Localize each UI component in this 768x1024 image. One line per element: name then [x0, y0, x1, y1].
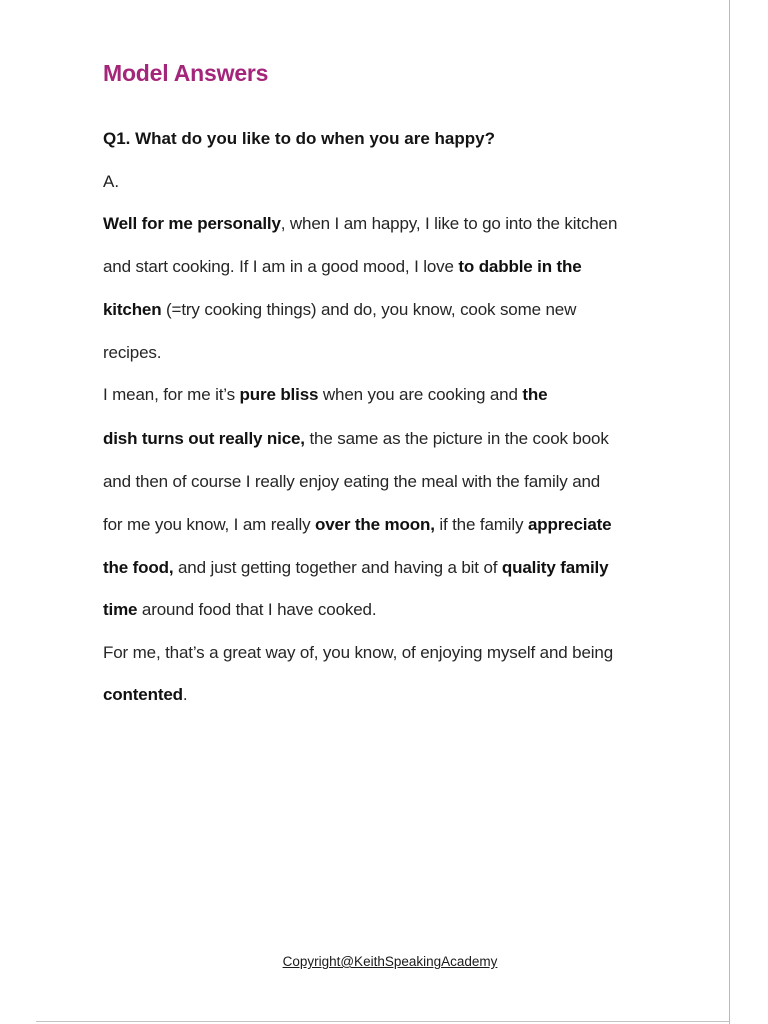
- answer-line: [103, 214, 617, 234]
- text-span: when you are cooking and: [318, 385, 523, 404]
- bold-phrase: pure bliss: [239, 385, 319, 404]
- bold-phrase: Well for me personally: [103, 214, 281, 233]
- bold-phrase: dish turns out really nice,: [103, 429, 305, 448]
- answer-line: [103, 685, 187, 705]
- text-span: For me, that’s a great way of, you know, of enjoying myself and being: [103, 643, 614, 662]
- page-title: Model Answers: [103, 60, 269, 86]
- answer-line: [103, 343, 161, 363]
- bold-phrase: kitchen: [103, 300, 162, 319]
- answer-label: A.: [103, 172, 120, 191]
- text-span: around food that I have cooked.: [137, 600, 377, 619]
- text-span: if the family: [434, 515, 528, 534]
- text-span: .: [182, 685, 188, 704]
- bold-phrase: the: [522, 385, 548, 404]
- answer-line: [103, 643, 613, 663]
- text-span: (=try cooking things) and do, you know, cook some new: [161, 300, 577, 319]
- answer-line: [103, 600, 376, 620]
- answer-line: [103, 300, 576, 320]
- answer-line: [103, 558, 608, 578]
- bold-phrase: over the moon,: [315, 515, 435, 534]
- text-span: for me you know, I am really: [103, 515, 316, 534]
- answer-line: [103, 515, 611, 535]
- text-span: and then of course I really enjoy eating the meal with the family and: [103, 472, 601, 491]
- bold-phrase: to dabble in the: [458, 257, 582, 276]
- answer-line: [103, 385, 547, 405]
- text-span: and start cooking. If I am in a good mood, I love: [103, 257, 459, 276]
- text-span: I mean, for me it’s: [103, 385, 240, 404]
- page-edge-bottom: [36, 1021, 730, 1022]
- text-span: the same as the picture in the cook book: [304, 429, 609, 448]
- page-edge-right: [729, 0, 730, 1024]
- answer-line: [103, 472, 600, 492]
- question-text: Q1. What do you like to do when you are happy?: [103, 129, 495, 148]
- bold-phrase: contented: [103, 685, 183, 704]
- text-span: , when I am happy, I like to go into the kitchen: [280, 214, 618, 233]
- copyright-footer: Copyright@KeithSpeakingAcademy: [282, 954, 498, 969]
- answer-line: [103, 429, 609, 449]
- text-span: and just getting together and having a bit of: [173, 558, 502, 577]
- bold-phrase: the food,: [103, 558, 174, 577]
- bold-phrase: quality family: [501, 558, 609, 577]
- bold-phrase: appreciate: [527, 515, 612, 534]
- text-span: recipes.: [103, 343, 162, 362]
- bold-phrase: time: [103, 600, 138, 619]
- answer-line: [103, 257, 582, 277]
